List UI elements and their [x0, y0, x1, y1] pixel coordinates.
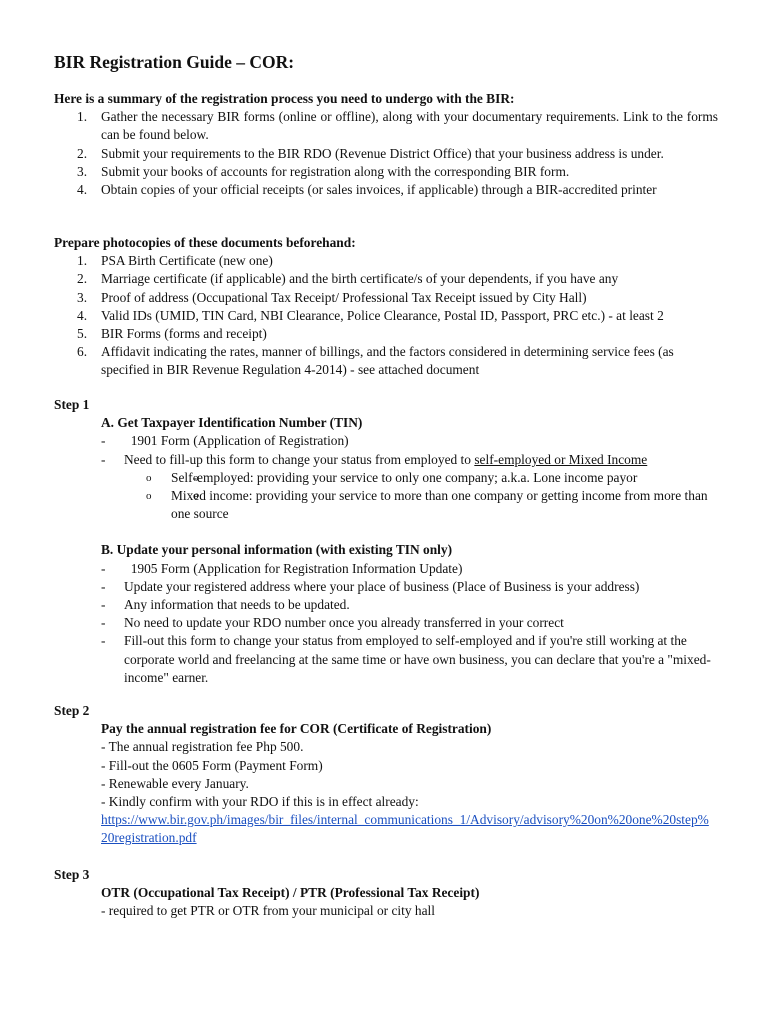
step1-a-form: - 1901 Form (Application of Registration): [101, 432, 718, 450]
step1-b-item: - No need to update your RDO number once you already transferred in your correct: [101, 614, 718, 632]
step1-b-heading: B. Update your personal information (with existing TIN only): [101, 542, 453, 558]
list-item: 2. Marriage certificate (if applicable) and the birth certificate/s of your dependents, if you have any: [77, 271, 619, 287]
summary-section: [54, 90, 718, 199]
step1-a-bullet: o o Self-employed: providing your service to only one company; a.k.a. Lone income payor: [101, 469, 718, 487]
step1-section: [54, 396, 718, 687]
step2-section: [54, 702, 718, 848]
step1-a-need: - Need to fill-up this form to change your status from employed to self-employed or Mixed Income: [101, 451, 718, 469]
summary-list: [54, 108, 718, 199]
step3-section: [54, 866, 718, 921]
step3-heading: OTR (Occupational Tax Receipt) / PTR (Professional Tax Receipt): [101, 885, 480, 901]
step1-b-item: - Any information that needs to be updated.: [101, 596, 718, 614]
step2-line: - Kindly confirm with your RDO if this is in effect already:: [101, 794, 419, 810]
step3-label: Step 3: [54, 867, 90, 882]
list-item: 5. BIR Forms (forms and receipt): [77, 326, 267, 342]
step3-line: - required to get PTR or OTR from your municipal or city hall: [101, 903, 435, 919]
summary-heading: Here is a summary of the registration process you need to undergo with the BIR:: [54, 91, 515, 106]
list-item: 2. Submit your requirements to the BIR RDO (Revenue District Office) that your business address is under.: [77, 145, 664, 161]
step1-b-item: - 1905 Form (Application for Registration Information Update): [101, 560, 718, 578]
photocopies-heading: Prepare photocopies of these documents beforehand:: [54, 235, 356, 250]
step2-line: - Renewable every January.: [101, 775, 249, 791]
step1-b-item: - Fill-out this form to change your status from employed to self-employed and if you're still working at the corporate world and freelancing at the same time or have own business, you can declare that you're a "mixed-income" earner.: [101, 632, 718, 687]
list-item: 3. Submit your books of accounts for registration along with the corresponding BIR form.: [77, 163, 570, 179]
step1-b-item: - Update your registered address where your place of business (Place of Business is your address): [101, 578, 718, 596]
step1-a-heading: A. Get Taxpayer Identification Number (TIN): [101, 415, 363, 431]
step1-label: Step 1: [54, 397, 90, 412]
photocopies-list: [54, 252, 718, 379]
page-title: BIR Registration Guide – COR:: [54, 52, 295, 72]
step2-label: Step 2: [54, 703, 90, 718]
step2-line: - The annual registration fee Php 500.: [101, 739, 304, 755]
list-item: 1. Gather the necessary BIR forms (online or offline), along with your documentary requirements. Link to the forms can be found below.: [77, 109, 718, 143]
photocopies-section: [54, 234, 718, 380]
advisory-link[interactable]: https://www.bir.gov.ph/images/bir_files/internal_communications_1/Advisory/advisory%20on%20one%20step%20registration.pdf: [101, 812, 709, 846]
list-item: 6. Affidavit indicating the rates, manner of billings, and the factors considered in determining service fees (as specified in BIR Revenue Regulation 4-2014) - see attached document: [77, 344, 674, 378]
list-item: 4. Obtain copies of your official receipts (or sales invoices, if applicable) through a BIR-accredited printer: [77, 182, 657, 198]
list-item: 1. PSA Birth Certificate (new one): [77, 253, 273, 269]
step1-a-bullet: o o Mixed income: providing your service to more than one company or getting income from more than one source: [101, 487, 718, 523]
step2-line: - Fill-out the 0605 Form (Payment Form): [101, 757, 323, 773]
list-item: 4. Valid IDs (UMID, TIN Card, NBI Clearance, Police Clearance, Postal ID, Passport, PRC etc.) - at least 2: [77, 307, 664, 323]
step2-heading: Pay the annual registration fee for COR (Certificate of Registration): [101, 721, 492, 737]
status-text: self-employed or Mixed Income: [474, 451, 648, 467]
list-item: 3. Proof of address (Occupational Tax Receipt/ Professional Tax Receipt issued by City Hall): [77, 289, 587, 305]
